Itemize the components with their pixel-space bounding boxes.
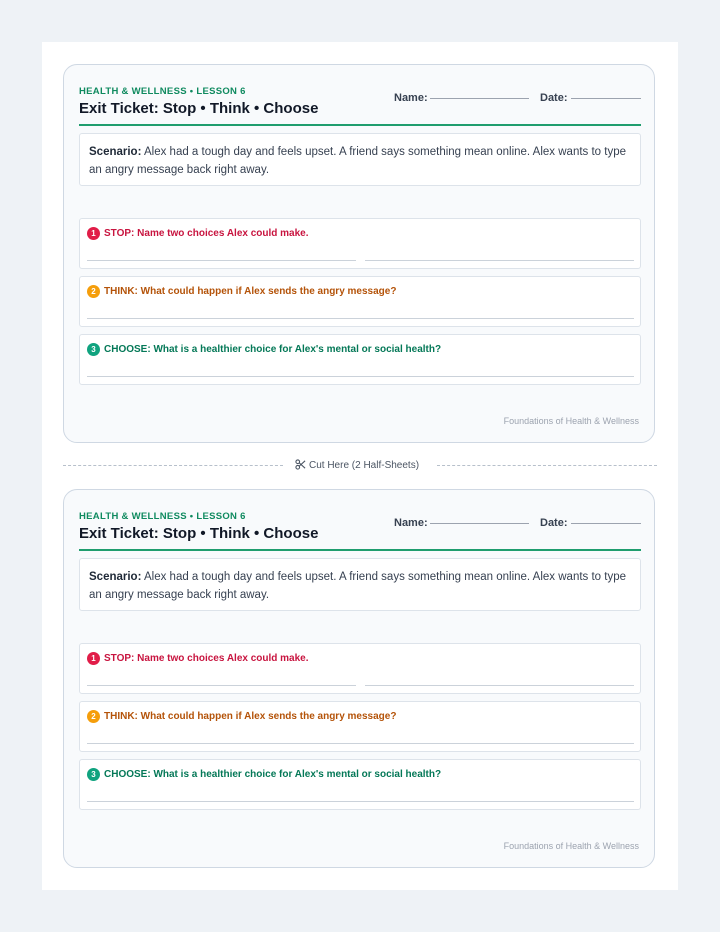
scissors-icon [295, 459, 306, 470]
date-line [571, 523, 641, 524]
answer-line[interactable] [365, 685, 634, 686]
question-text: STOP: Name two choices Alex could make. [104, 228, 309, 239]
question-choose [79, 334, 641, 385]
exit-ticket-top [63, 64, 655, 443]
question-text: THINK: What could happen if Alex sends the angry message? [104, 711, 397, 722]
scenario-label: Scenario: [89, 146, 142, 158]
scenario-text: Alex had a tough day and feels upset. A friend says something mean online. Alex wants to type an angry message back right away. [89, 146, 627, 176]
question-think [79, 701, 641, 752]
question-number-badge: 2 [87, 285, 100, 298]
title-divider [79, 549, 641, 551]
ticket-title: Exit Ticket: Stop • Think • Choose [79, 100, 319, 117]
question-text: THINK: What could happen if Alex sends the angry message? [104, 286, 397, 297]
answer-line[interactable] [87, 743, 634, 744]
question-text: CHOOSE: What is a healthier choice for Alex's mental or social health? [104, 344, 442, 355]
answer-line[interactable] [87, 260, 356, 261]
cut-dash-right [437, 465, 657, 466]
date-line [571, 98, 641, 99]
question-stop [79, 643, 641, 694]
name-label: Name: [394, 92, 428, 104]
question-stop [79, 218, 641, 269]
answer-line[interactable] [87, 318, 634, 319]
scenario-text: Alex had a tough day and feels upset. A friend says something mean online. Alex wants to type an angry message back right away. [89, 571, 627, 601]
date-label: Date: [540, 92, 568, 104]
question-number-badge: 3 [87, 343, 100, 356]
cut-label-group [295, 457, 419, 475]
question-choose [79, 759, 641, 810]
lesson-kicker: HEALTH & WELLNESS • LESSON 6 [79, 86, 246, 97]
title-divider [79, 124, 641, 126]
name-line [430, 98, 529, 99]
answer-line[interactable] [87, 685, 356, 686]
lesson-kicker: HEALTH & WELLNESS • LESSON 6 [79, 511, 246, 522]
question-number-badge: 1 [87, 652, 100, 665]
answer-line[interactable] [87, 801, 634, 802]
date-label: Date: [540, 517, 568, 529]
cut-label: Cut Here (2 Half-Sheets) [309, 460, 420, 471]
answer-line[interactable] [87, 376, 634, 377]
question-think [79, 276, 641, 327]
scenario-label: Scenario: [89, 571, 142, 583]
course-footer: Foundations of Health & Wellness [503, 416, 639, 426]
ticket-title: Exit Ticket: Stop • Think • Choose [79, 525, 319, 542]
cut-line [63, 457, 657, 475]
name-label: Name: [394, 517, 428, 529]
cut-dash-left [63, 465, 283, 466]
question-number-badge: 2 [87, 710, 100, 723]
exit-ticket-bottom [63, 489, 655, 868]
course-footer: Foundations of Health & Wellness [503, 841, 639, 851]
question-number-badge: 1 [87, 227, 100, 240]
question-text: STOP: Name two choices Alex could make. [104, 653, 309, 664]
answer-line[interactable] [365, 260, 634, 261]
worksheet-page [42, 42, 678, 890]
scenario-box [79, 558, 641, 611]
question-text: CHOOSE: What is a healthier choice for Alex's mental or social health? [104, 769, 442, 780]
name-line [430, 523, 529, 524]
scenario-box [79, 133, 641, 186]
question-number-badge: 3 [87, 768, 100, 781]
